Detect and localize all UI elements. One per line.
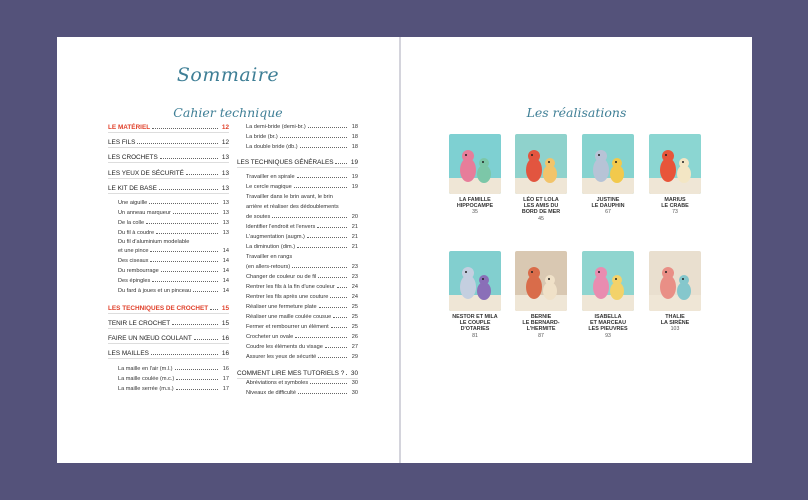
toc-dot-leader (297, 177, 347, 178)
toc-page-number: 12 (221, 139, 229, 146)
project-title-line: ET MARCEAU (590, 320, 626, 327)
toc-entry-label: Des épingles (118, 278, 151, 284)
page-title: Sommaire (176, 64, 280, 86)
toc-entry (108, 258, 229, 264)
toc-entry-label: Identifier l'endroit et l'envers (246, 224, 316, 230)
toc-entry-label: Coudre les éléments du visage (246, 344, 323, 350)
toc-entry (237, 174, 358, 180)
project-title (649, 197, 701, 209)
toc-page-number: 14 (222, 258, 229, 264)
project-card[interactable] (515, 251, 567, 340)
toc-entry-label: Travailler en spirale (246, 174, 295, 180)
toc-entry (237, 304, 358, 310)
toc-entry (237, 244, 358, 250)
toc-page-number: 25 (351, 324, 358, 330)
toc-entry-label: La double bride (db.) (246, 144, 298, 150)
project-page-number: 87 (538, 332, 544, 339)
toc-dot-leader (330, 297, 347, 298)
toc-entry-label: Une aiguille (118, 200, 148, 206)
toc-entry (237, 214, 358, 220)
toc-entry (237, 134, 358, 140)
toc-dot-leader (346, 374, 347, 375)
toc-entry (108, 305, 229, 312)
toc-entry (237, 224, 358, 230)
toc-page-number: 23 (351, 274, 358, 280)
toc-entry (237, 370, 358, 377)
toc-entry (108, 366, 229, 372)
toc-entry-label: LES TECHNIQUES GÉNÉRALES (237, 159, 334, 166)
toc-entry (108, 230, 229, 236)
toc-entry-label: Abréviations et symboles (246, 380, 309, 386)
toc-entry-label: De la colle (118, 220, 145, 226)
toc-dot-leader (173, 213, 218, 214)
project-title (449, 314, 501, 333)
toc-dot-leader (272, 217, 347, 218)
left-page (57, 37, 399, 463)
project-card[interactable] (582, 251, 634, 340)
toc-page-number: 16 (222, 366, 229, 372)
toc-entry (108, 154, 229, 161)
toc-dot-leader (186, 174, 218, 175)
toc-rule (108, 147, 229, 148)
project-card[interactable] (582, 134, 634, 216)
toc-page-number: 13 (221, 185, 229, 192)
project-photo (649, 251, 701, 311)
project-photo (582, 134, 634, 194)
project-title-line: BORD DE MER (521, 209, 561, 216)
project-page-number: 103 (670, 326, 680, 333)
toc-rule (108, 132, 229, 133)
right-page (401, 37, 752, 463)
toc-rule (108, 162, 229, 163)
toc-dot-leader (337, 287, 347, 288)
toc-page-number: 12 (221, 124, 229, 131)
toc-page-number: 13 (222, 230, 229, 236)
project-title (582, 197, 634, 209)
project-photo (449, 251, 501, 311)
toc-dot-leader (295, 337, 347, 338)
toc-page-number: 24 (351, 294, 358, 300)
project-title-line: BERNIE (530, 314, 552, 320)
project-title-line: D'OTARIES (460, 326, 490, 333)
project-title-line: LA FAMILLE (459, 197, 491, 203)
toc-dot-leader (150, 251, 218, 252)
toc-dot-leader (161, 271, 218, 272)
project-page-number: 81 (472, 332, 478, 339)
project-title (649, 314, 701, 326)
toc-dot-leader (317, 227, 347, 228)
toc-entry-label: LES MAILLES (108, 350, 149, 357)
toc-page-number: 30 (351, 390, 358, 396)
toc-dot-leader (300, 147, 347, 148)
toc-entry (237, 284, 358, 290)
projects-gallery (401, 37, 752, 463)
toc-dot-leader (160, 158, 218, 159)
toc-entry-label: Du fil d'aluminium modelable (118, 239, 190, 245)
toc-page-number: 14 (222, 248, 229, 254)
toc-entry-label: LES TECHNIQUES DE CROCHET (108, 305, 209, 312)
toc-entry-label: TENIR LE CROCHET (108, 320, 171, 327)
toc-entry-label: Réaliser une maille coulée cousue (246, 314, 332, 320)
project-title-line: LE COUPLE (459, 320, 491, 327)
toc-dot-leader (137, 143, 218, 144)
toc-page-number: 21 (351, 234, 358, 240)
toc-rule (237, 378, 358, 379)
toc-rule (108, 328, 229, 329)
toc-entry (237, 234, 358, 240)
project-page-number: 67 (605, 209, 611, 216)
toc-dot-leader (319, 307, 347, 308)
toc-page-number: 20 (351, 214, 358, 220)
toc-entry (108, 210, 229, 216)
toc-page-number: 16 (221, 350, 229, 357)
project-title-line: LE BERNARD- (522, 320, 560, 327)
project-title-line: ISABELLA (594, 314, 622, 320)
project-title-line: LÉO ET LOLA (523, 197, 559, 203)
toc-entry-label: FAIRE UN NŒUD COULANT (108, 335, 192, 342)
project-title-line: L'HERMITE (526, 326, 556, 333)
toc-entry (108, 376, 229, 382)
toc-entry-label: Fermer et rembourrer un élément (246, 324, 329, 330)
toc-dot-leader (298, 393, 347, 394)
toc-dot-leader (152, 128, 218, 129)
toc-dot-leader (150, 261, 218, 262)
project-card[interactable] (515, 134, 567, 223)
toc-entry-label: La diminution (dim.) (246, 244, 296, 250)
toc-entry-label: Réaliser une fermeture plate (246, 304, 317, 310)
project-card[interactable] (449, 134, 501, 216)
toc-page-number: 13 (221, 154, 229, 161)
toc-page-number: 25 (351, 314, 358, 320)
toc-entry-label: Crocheter un ovale (246, 334, 294, 340)
toc-page-number: 13 (221, 170, 229, 177)
project-title-line: LA SIRÈNE (660, 320, 690, 327)
toc-entry-label: Travailler dans le brin avant, le brin (246, 194, 333, 200)
toc-dot-leader (308, 127, 347, 128)
toc-entry (108, 185, 229, 192)
toc-entry (108, 248, 229, 254)
toc-page-number: 18 (351, 144, 358, 150)
toc-dot-leader (307, 237, 347, 238)
toc-entry (108, 220, 229, 226)
toc-page-number: 17 (222, 386, 229, 392)
toc-entry-label: LE KIT DE BASE (108, 185, 157, 192)
toc-dot-leader (333, 317, 347, 318)
project-page-number: 73 (672, 209, 678, 216)
toc-page-number: 16 (221, 335, 229, 342)
toc-rule (108, 313, 229, 314)
project-page-number: 45 (538, 215, 544, 222)
toc-dot-leader (280, 137, 347, 138)
toc-entry-label: La demi-bride (demi-br.) (246, 124, 306, 130)
toc-entry (237, 380, 358, 386)
toc-entry (237, 264, 358, 270)
toc-dot-leader (159, 189, 218, 190)
toc-entry (237, 204, 358, 210)
toc-page-number: 15 (221, 305, 229, 312)
toc-entry-label: Du rembourrage (118, 268, 159, 274)
toc-entry-label: Un anneau marqueur (118, 210, 171, 216)
toc-entry (237, 194, 358, 200)
toc-dot-leader (318, 357, 347, 358)
project-title-line: THALIE (665, 314, 685, 320)
toc-page-number: 19 (351, 184, 358, 190)
section-title-cahier-technique: Cahier technique (173, 105, 283, 120)
toc-entry (108, 200, 229, 206)
project-card[interactable] (449, 251, 501, 340)
toc-entry-label: de soutes (246, 214, 271, 220)
project-title (582, 314, 634, 333)
toc-page-number: 19 (350, 159, 358, 166)
toc-entry-label: LES YEUX DE SÉCURITÉ (108, 170, 184, 177)
toc-page-number: 14 (222, 268, 229, 274)
toc-entry (237, 390, 358, 396)
toc-page-number: 18 (351, 134, 358, 140)
toc-page-number: 29 (351, 354, 358, 360)
project-card[interactable] (649, 134, 701, 216)
toc-entry-label: Niveaux de difficulté (246, 390, 296, 396)
toc-page-number: 19 (351, 174, 358, 180)
toc-dot-leader (294, 187, 347, 188)
toc-entry-label: Changer de couleur ou de fil (246, 274, 317, 280)
toc-entry-label: LES CROCHETS (108, 154, 158, 161)
toc-page-number: 30 (351, 380, 358, 386)
toc-page-number: 13 (222, 200, 229, 206)
toc-dot-leader (194, 339, 218, 340)
toc-entry (237, 324, 358, 330)
project-photo (515, 134, 567, 194)
toc-page-number: 24 (351, 284, 358, 290)
toc-entry (108, 320, 229, 327)
project-title-line: LES AMIS DU (523, 203, 559, 210)
toc-dot-leader (152, 281, 218, 282)
toc-dot-leader (149, 203, 218, 204)
toc-dot-leader (292, 267, 347, 268)
toc-page-number: 14 (222, 278, 229, 284)
toc-rule (108, 193, 229, 194)
toc-entry-label: et une pince (118, 248, 149, 254)
toc-dot-leader (210, 309, 218, 310)
toc-page-number: 17 (222, 376, 229, 382)
toc-entry (108, 278, 229, 284)
toc-entry (237, 124, 358, 130)
toc-entry (108, 288, 229, 294)
toc-page-number: 18 (351, 124, 358, 130)
project-title (515, 314, 567, 333)
toc-entry-label: Des ciseaux (118, 258, 149, 264)
toc-page-number: 30 (350, 370, 358, 377)
project-photo (582, 251, 634, 311)
toc-entry-label: La maille en l'air (m.l.) (118, 366, 173, 372)
toc-entry-label: LE MATÉRIEL (108, 124, 151, 131)
project-title-line: LE CRABE (661, 203, 689, 210)
toc-dot-leader (335, 163, 347, 164)
toc-entry-label: Du fard à joues et un pinceau (118, 288, 192, 294)
toc-page-number: 25 (351, 304, 358, 310)
project-photo (649, 134, 701, 194)
toc-dot-leader (325, 347, 347, 348)
toc-page-number: 15 (221, 320, 229, 327)
toc-entry (237, 159, 358, 166)
project-title (449, 197, 501, 209)
toc-dot-leader (172, 324, 218, 325)
toc-entry (237, 144, 358, 150)
project-card[interactable] (649, 251, 701, 333)
toc-dot-leader (318, 277, 347, 278)
toc-page-number: 21 (351, 224, 358, 230)
toc-entry (237, 314, 358, 320)
project-title-line: NESTOR ET MILA (452, 314, 498, 320)
toc-entry-label: La bride (br.) (246, 134, 278, 140)
toc-page-number: 23 (351, 264, 358, 270)
toc-page-number: 13 (222, 210, 229, 216)
toc-page-number: 14 (222, 288, 229, 294)
toc-entry (237, 334, 358, 340)
toc-dot-leader (176, 379, 218, 380)
toc-entry (237, 274, 358, 280)
toc-rule (108, 178, 229, 179)
toc-page-number: 21 (351, 244, 358, 250)
toc-rule (237, 167, 358, 168)
toc-entry (237, 254, 358, 260)
toc-entry (108, 386, 229, 392)
toc-dot-leader (156, 233, 218, 234)
toc-dot-leader (310, 383, 347, 384)
toc-entry (108, 124, 229, 131)
toc-dot-leader (146, 223, 218, 224)
toc-entry-label: arrière et réaliser des dédoublements (246, 204, 339, 210)
toc-entry (108, 170, 229, 177)
toc-entry (108, 335, 229, 342)
toc-entry (108, 350, 229, 357)
toc-entry (108, 268, 229, 274)
toc-entry (237, 344, 358, 350)
toc-entry-label: Rentrer les fils après une couture (246, 294, 329, 300)
project-page-number: 35 (472, 209, 478, 216)
toc-dot-leader (193, 291, 218, 292)
project-photo (449, 134, 501, 194)
project-title-line: HIPPOCAMPE (456, 203, 494, 210)
toc-page-number: 26 (351, 334, 358, 340)
project-title-line: MARIUS (664, 197, 686, 203)
toc-rule (108, 358, 229, 359)
toc-entry (108, 139, 229, 146)
project-page-number: 93 (605, 332, 611, 339)
project-title-line: LES PIEUVRES (588, 326, 628, 333)
toc-entry-label: (en allers-retours) (246, 264, 291, 270)
toc-rule (108, 343, 229, 344)
toc-dot-leader (331, 327, 347, 328)
toc-entry-label: La maille serrée (m.s.) (118, 386, 174, 392)
project-title-line: JUSTINE (596, 197, 620, 203)
toc-dot-leader (297, 247, 347, 248)
project-title-line: LE DAUPHIN (591, 203, 625, 210)
toc-entry-label: Assurer les yeux de sécurité (246, 354, 317, 360)
toc-entry-label: COMMENT LIRE MES TUTORIELS ? (237, 370, 345, 377)
project-title (515, 197, 567, 216)
project-photo (515, 251, 567, 311)
toc-page-number: 27 (351, 344, 358, 350)
toc-page-number: 13 (222, 220, 229, 226)
toc-entry (108, 239, 229, 245)
toc-dot-leader (175, 369, 218, 370)
toc-dot-leader (151, 354, 218, 355)
toc-entry (237, 294, 358, 300)
toc-entry-label: Du fil à coudre (118, 230, 155, 236)
toc-dot-leader (176, 389, 218, 390)
toc-entry-label: LES FILS (108, 139, 136, 146)
toc-entry-label: Travailler en rangs (246, 254, 293, 260)
toc-entry (237, 184, 358, 190)
toc-entry-label: Rentrer les fils à la fin d'une couleur (246, 284, 335, 290)
section-title-realisations: Les réalisations (526, 105, 627, 120)
toc-entry (237, 354, 358, 360)
toc-entry-label: Le cercle magique (246, 184, 292, 190)
toc-entry-label: La maille coulée (m.c.) (118, 376, 175, 382)
toc-entry-label: L'augmentation (augm.) (246, 234, 305, 240)
